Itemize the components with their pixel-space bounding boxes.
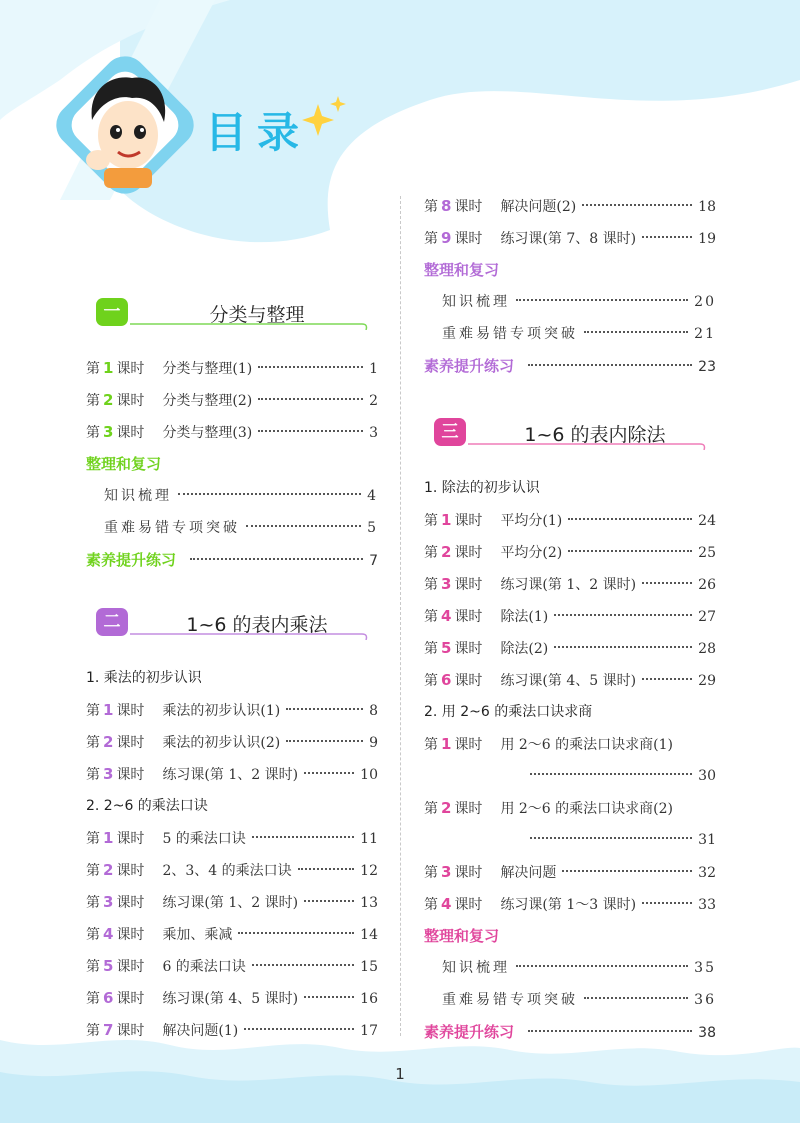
page-title: 目录 [205,108,310,157]
toc-entry[interactable]: 第 2 课时 用 2～6 的乘法口诀求商(2) [424,799,673,817]
page-number: 1 [395,1065,405,1083]
subsection-heading: 1. 乘法的初步认识 [86,670,202,686]
toc-entry[interactable]: 第 5 课时 6 的乘法口诀 15 [86,957,378,975]
toc-entry[interactable]: 第 1 课时 分类与整理(1) 1 [86,359,378,377]
unit-1-title: 分类与整理 [209,304,305,326]
toc-entry[interactable]: 第 3 课时 练习课(第 1、2 课时) 26 [424,575,716,593]
right-column [424,190,716,1048]
toc-entry[interactable]: 素养提升练习 38 [424,1023,716,1041]
review-heading: 整理和复习 [424,261,500,279]
review-heading: 整理和复习 [86,455,162,473]
toc-entry[interactable]: 第 3 课时 练习课(第 1、2 课时) 10 [86,765,378,783]
toc-entry[interactable]: 第 3 课时 解决问题 32 [424,863,716,881]
unit-2-title: 1~6 的表内乘法 [186,614,328,636]
subsection-heading: 2. 用 2~6 的乘法口诀求商 [424,704,593,720]
toc-entry-continuation[interactable]: 31 [424,824,716,856]
header-mascot [0,0,800,200]
left-column [86,292,378,1046]
toc-entry[interactable]: 知识梳理 4 [104,488,378,504]
toc-entry[interactable]: 第 2 课时 2、3、4 的乘法口诀 12 [86,861,378,879]
toc-entry[interactable]: 第 1 课时 用 2～6 的乘法口诀求商(1) [424,735,673,753]
toc-entry[interactable]: 第 4 课时 练习课(第 1～3 课时) 33 [424,895,716,913]
toc-entry[interactable]: 第 3 课时 练习课(第 1、2 课时) 13 [86,893,378,911]
toc-entry[interactable]: 第 7 课时 解决问题(1) 17 [86,1021,378,1039]
toc-entry[interactable]: 第 2 课时 平均分(2) 25 [424,543,716,561]
unit-3-title: 1~6 的表内除法 [524,424,666,446]
toc-entry[interactable]: 知识梳理 20 [442,294,716,310]
unit-2-header [86,602,378,646]
toc-entry[interactable]: 重难易错专项突破 21 [442,326,716,342]
unit-2-badge: 二 [96,608,128,636]
toc-entry[interactable]: 第 2 课时 分类与整理(2) 2 [86,391,378,409]
toc-entry[interactable]: 重难易错专项突破 5 [104,520,378,536]
review-heading: 整理和复习 [424,927,500,945]
toc-entry[interactable]: 第 3 课时 分类与整理(3) 3 [86,423,378,441]
toc-entry[interactable]: 素养提升练习 23 [424,357,716,375]
unit-1-header [86,292,378,336]
toc-entry-continuation[interactable]: 30 [424,760,716,792]
toc-entry[interactable]: 第 1 课时 乘法的初步认识(1) 8 [86,701,378,719]
toc-entry[interactable]: 第 6 课时 练习课(第 4、5 课时) 16 [86,989,378,1007]
toc-entry[interactable]: 知识梳理 35 [442,960,716,976]
toc-entry[interactable]: 第 4 课时 乘加、乘减 14 [86,925,378,943]
toc-entry[interactable]: 第 2 课时 乘法的初步认识(2) 9 [86,733,378,751]
toc-entry[interactable]: 第 8 课时 解决问题(2) 18 [424,197,716,215]
unit-3-badge: 三 [434,418,466,446]
toc-entry[interactable]: 第 9 课时 练习课(第 7、8 课时) 19 [424,229,716,247]
toc-entry[interactable]: 第 5 课时 除法(2) 28 [424,639,716,657]
toc-entry[interactable]: 第 6 课时 练习课(第 4、5 课时) 29 [424,671,716,689]
toc-entry[interactable]: 重难易错专项突破 36 [442,992,716,1008]
toc-entry[interactable]: 第 1 课时 5 的乘法口诀 11 [86,829,378,847]
toc-entry[interactable]: 素养提升练习 7 [86,551,378,569]
subsection-heading: 2. 2~6 的乘法口诀 [86,798,208,814]
toc-entry[interactable]: 第 4 课时 除法(1) 27 [424,607,716,625]
toc-entry[interactable]: 第 1 课时 平均分(1) 24 [424,511,716,529]
unit-3-header [424,412,716,456]
subsection-heading: 1. 除法的初步认识 [424,480,540,496]
unit-1-badge: 一 [96,298,128,326]
column-divider [400,196,401,1036]
